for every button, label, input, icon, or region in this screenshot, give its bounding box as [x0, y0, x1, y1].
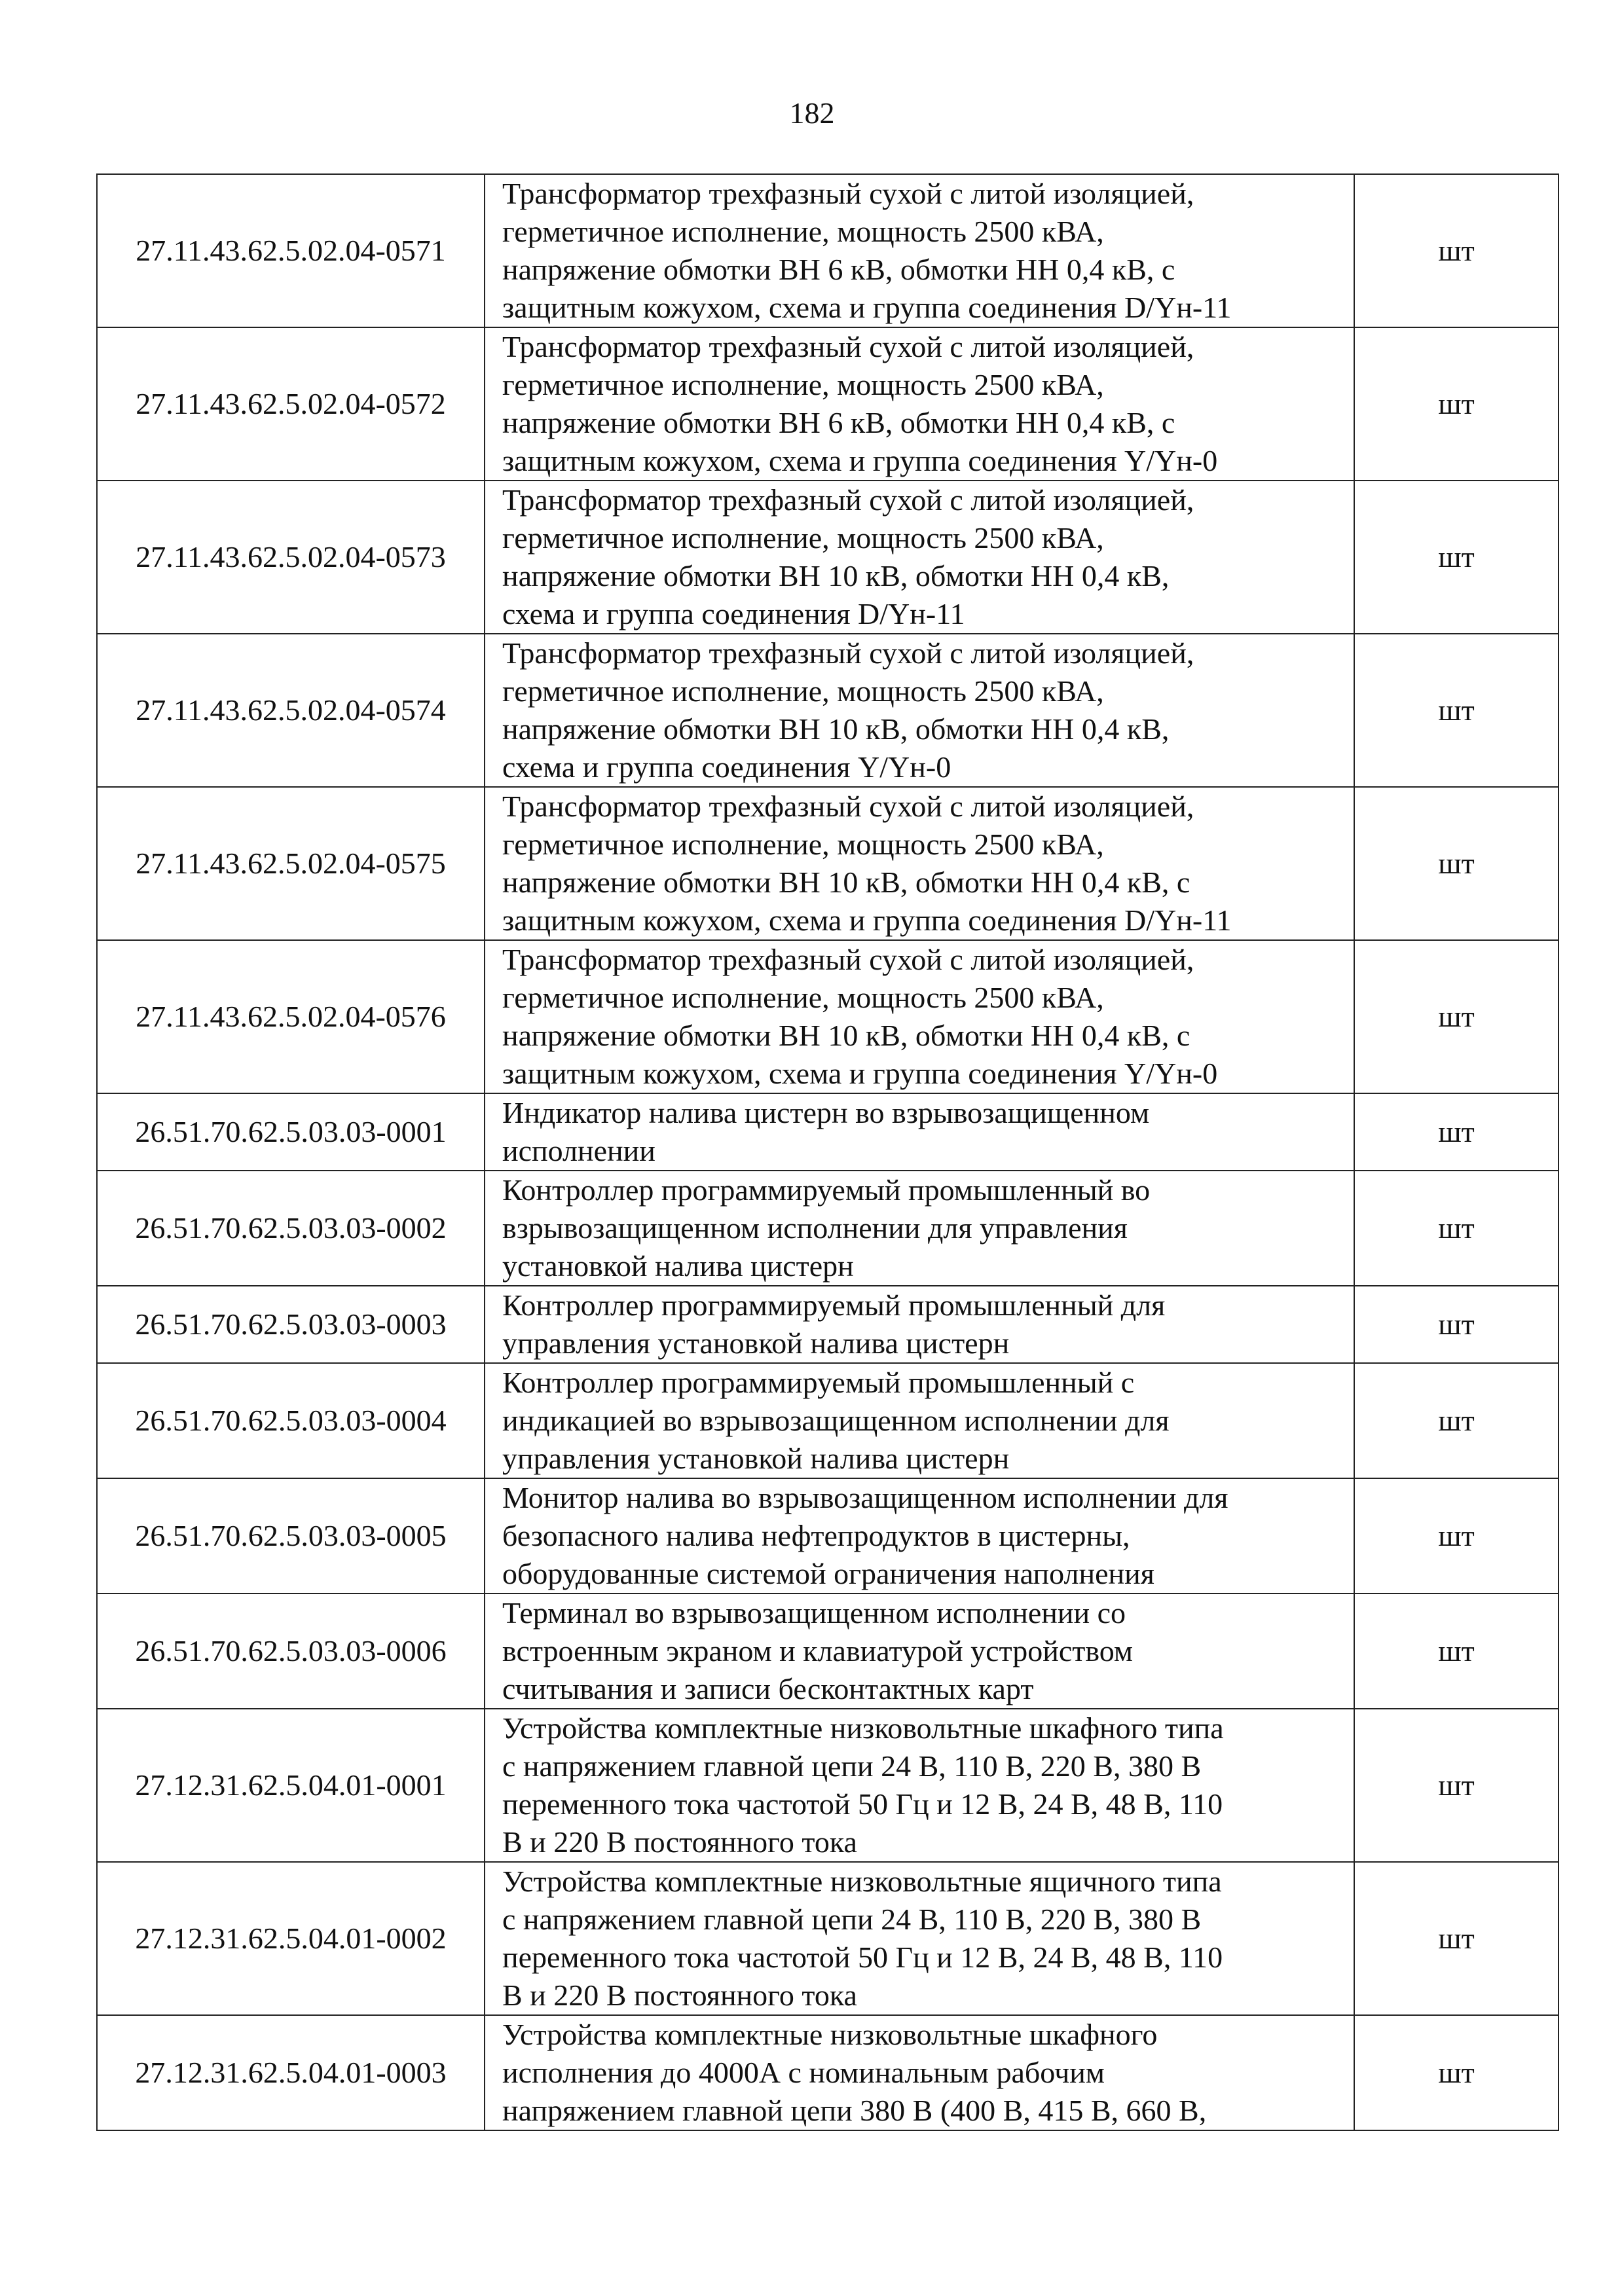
- item-code: 27.11.43.62.5.02.04-0574: [97, 634, 485, 787]
- item-code: 26.51.70.62.5.03.03-0003: [97, 1286, 485, 1363]
- description-line: Устройства комплектные низковольтные ящичного типа: [502, 1865, 1222, 1898]
- table-row: [97, 1862, 1559, 2015]
- description-line: напряжение обмотки ВН 10 кВ, обмотки НН 0,4 кВ, с: [502, 866, 1190, 899]
- description-line: В и 220 В постоянного тока: [502, 1825, 857, 1859]
- description-line: переменного тока частотой 50 Гц и 12 В, 24 В, 48 В, 110: [502, 1941, 1223, 1974]
- item-description: [485, 787, 1354, 940]
- description-line: напряжением главной цепи 380 В (400 В, 415 В, 660 В,: [502, 2094, 1207, 2127]
- item-code: 27.11.43.62.5.02.04-0571: [97, 174, 485, 327]
- table-row: [97, 1171, 1559, 1286]
- item-code: 26.51.70.62.5.03.03-0002: [97, 1171, 485, 1286]
- description-line: схема и группа соединения D/Yн-11: [502, 597, 965, 630]
- description-line: индикацией во взрывозащищенном исполнении для: [502, 1404, 1170, 1437]
- item-unit: шт: [1354, 1286, 1559, 1363]
- specification-table: [96, 173, 1559, 2131]
- description-line: считывания и записи бесконтактных карт: [502, 1672, 1034, 1705]
- item-unit: шт: [1354, 1709, 1559, 1862]
- item-unit: шт: [1354, 634, 1559, 787]
- description-line: Трансформатор трехфазный сухой с литой изоляцией,: [502, 943, 1194, 976]
- description-line: Устройства комплектные низковольтные шкафного типа: [502, 1711, 1224, 1745]
- item-unit: шт: [1354, 2015, 1559, 2130]
- item-unit: шт: [1354, 1478, 1559, 1594]
- description-line: Индикатор налива цистерн во взрывозащищенном: [502, 1096, 1150, 1129]
- item-description: [485, 1862, 1354, 2015]
- description-line: Трансформатор трехфазный сухой с литой изоляцией,: [502, 483, 1194, 517]
- item-code: 27.11.43.62.5.02.04-0573: [97, 481, 485, 634]
- description-line: Контроллер программируемый промышленный с: [502, 1366, 1135, 1399]
- description-line: Трансформатор трехфазный сухой с литой изоляцией,: [502, 177, 1194, 210]
- description-line: напряжение обмотки ВН 6 кВ, обмотки НН 0,4 кВ, с: [502, 406, 1175, 439]
- item-unit: шт: [1354, 787, 1559, 940]
- description-line: встроенным экраном и клавиатурой устройством: [502, 1634, 1133, 1667]
- table-row: [97, 1709, 1559, 1862]
- description-line: Трансформатор трехфазный сухой с литой изоляцией,: [502, 790, 1194, 823]
- table-row: [97, 1363, 1559, 1478]
- description-line: управления установкой налива цистерн: [502, 1326, 1010, 1360]
- description-line: напряжение обмотки ВН 10 кВ, обмотки НН 0,4 кВ, с: [502, 1019, 1190, 1052]
- item-description: [485, 327, 1354, 481]
- item-description: [485, 1478, 1354, 1594]
- item-description: [485, 481, 1354, 634]
- description-line: герметичное исполнение, мощность 2500 кВА,: [502, 674, 1104, 708]
- table-row: [97, 1478, 1559, 1594]
- table-body: [97, 174, 1559, 2130]
- description-line: взрывозащищенном исполнении для управления: [502, 1211, 1128, 1245]
- item-code: 27.11.43.62.5.02.04-0575: [97, 787, 485, 940]
- description-line: оборудованные системой ограничения наполнения: [502, 1557, 1154, 1590]
- description-line: герметичное исполнение, мощность 2500 кВА,: [502, 828, 1104, 861]
- description-line: герметичное исполнение, мощность 2500 кВА,: [502, 521, 1104, 555]
- item-description: [485, 940, 1354, 1093]
- description-line: исполнении: [502, 1134, 655, 1167]
- description-line: напряжение обмотки ВН 6 кВ, обмотки НН 0,4 кВ, с: [502, 253, 1175, 286]
- item-description: [485, 174, 1354, 327]
- item-code: 26.51.70.62.5.03.03-0001: [97, 1093, 485, 1171]
- description-line: установкой налива цистерн: [502, 1249, 854, 1283]
- item-unit: шт: [1354, 327, 1559, 481]
- description-line: герметичное исполнение, мощность 2500 кВА,: [502, 981, 1104, 1014]
- description-line: схема и группа соединения Y/Yн-0: [502, 750, 951, 784]
- description-line: управления установкой налива цистерн: [502, 1442, 1010, 1475]
- description-line: Монитор налива во взрывозащищенном исполнении для: [502, 1481, 1228, 1514]
- item-description: [485, 1363, 1354, 1478]
- description-line: переменного тока частотой 50 Гц и 12 В, 24 В, 48 В, 110: [502, 1787, 1223, 1821]
- item-unit: шт: [1354, 1594, 1559, 1709]
- description-line: защитным кожухом, схема и группа соединения Y/Yн-0: [502, 444, 1218, 477]
- item-description: [485, 1286, 1354, 1363]
- item-code: 27.11.43.62.5.02.04-0576: [97, 940, 485, 1093]
- description-line: Трансформатор трехфазный сухой с литой изоляцией,: [502, 330, 1194, 363]
- description-line: напряжение обмотки ВН 10 кВ, обмотки НН 0,4 кВ,: [502, 712, 1170, 746]
- description-line: герметичное исполнение, мощность 2500 кВА,: [502, 368, 1104, 401]
- item-unit: шт: [1354, 1093, 1559, 1171]
- table-row: [97, 2015, 1559, 2130]
- description-line: защитным кожухом, схема и группа соединения Y/Yн-0: [502, 1057, 1218, 1090]
- description-line: защитным кожухом, схема и группа соединения D/Yн-11: [502, 291, 1232, 324]
- item-unit: шт: [1354, 1862, 1559, 2015]
- item-description: [485, 634, 1354, 787]
- table-row: [97, 634, 1559, 787]
- description-line: герметичное исполнение, мощность 2500 кВА,: [502, 215, 1104, 248]
- item-unit: шт: [1354, 481, 1559, 634]
- table-row: [97, 1594, 1559, 1709]
- table-row: [97, 1093, 1559, 1171]
- item-description: [485, 2015, 1354, 2130]
- description-line: с напряжением главной цепи 24 В, 110 В, 220 В, 380 В: [502, 1749, 1202, 1783]
- table-row: [97, 787, 1559, 940]
- item-code: 26.51.70.62.5.03.03-0006: [97, 1594, 485, 1709]
- description-line: защитным кожухом, схема и группа соединения D/Yн-11: [502, 903, 1232, 937]
- item-description: [485, 1709, 1354, 1862]
- description-line: В и 220 В постоянного тока: [502, 1978, 857, 2012]
- item-unit: шт: [1354, 174, 1559, 327]
- table-row: [97, 174, 1559, 327]
- item-code: 26.51.70.62.5.03.03-0005: [97, 1478, 485, 1594]
- description-line: исполнения до 4000А с номинальным рабочим: [502, 2056, 1105, 2089]
- description-line: Трансформатор трехфазный сухой с литой изоляцией,: [502, 636, 1194, 670]
- table-row: [97, 481, 1559, 634]
- item-code: 27.11.43.62.5.02.04-0572: [97, 327, 485, 481]
- item-code: 27.12.31.62.5.04.01-0003: [97, 2015, 485, 2130]
- item-code: 27.12.31.62.5.04.01-0002: [97, 1862, 485, 2015]
- table-row: [97, 1286, 1559, 1363]
- item-description: [485, 1171, 1354, 1286]
- table-row: [97, 940, 1559, 1093]
- item-description: [485, 1594, 1354, 1709]
- item-unit: шт: [1354, 1363, 1559, 1478]
- item-code: 27.12.31.62.5.04.01-0001: [97, 1709, 485, 1862]
- item-code: 26.51.70.62.5.03.03-0004: [97, 1363, 485, 1478]
- description-line: Контроллер программируемый промышленный во: [502, 1173, 1151, 1207]
- description-line: Контроллер программируемый промышленный для: [502, 1288, 1166, 1322]
- item-description: [485, 1093, 1354, 1171]
- item-unit: шт: [1354, 940, 1559, 1093]
- table-row: [97, 327, 1559, 481]
- description-line: напряжение обмотки ВН 10 кВ, обмотки НН 0,4 кВ,: [502, 559, 1170, 592]
- description-line: безопасного налива нефтепродуктов в цистерны,: [502, 1519, 1130, 1552]
- item-unit: шт: [1354, 1171, 1559, 1286]
- page-number: 182: [789, 96, 835, 130]
- description-line: с напряжением главной цепи 24 В, 110 В, 220 В, 380 В: [502, 1903, 1202, 1936]
- description-line: Устройства комплектные низковольтные шкафного: [502, 2018, 1158, 2051]
- description-line: Терминал во взрывозащищенном исполнении со: [502, 1596, 1126, 1630]
